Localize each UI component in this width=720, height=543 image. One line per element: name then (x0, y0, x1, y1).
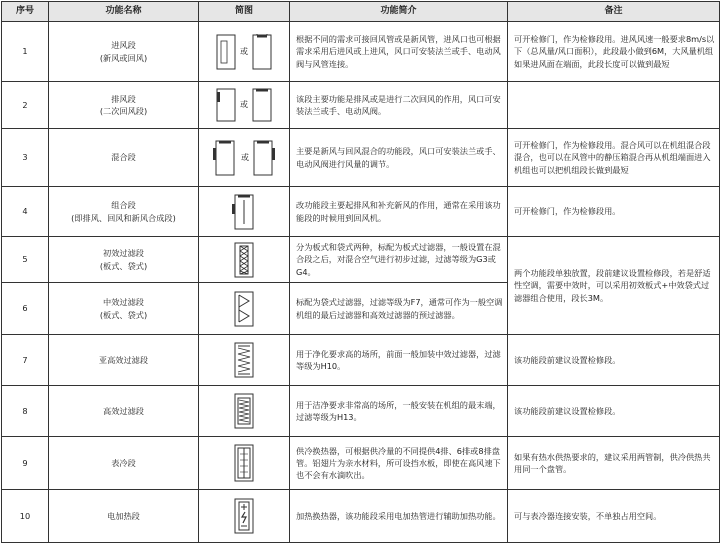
or-label: 或 (241, 152, 249, 162)
diagram-cell (199, 283, 290, 335)
hepa-filter-icon (234, 393, 254, 429)
row-number: 5 (2, 237, 49, 283)
section-note: 可开检修门，作为检修段用。混合风可以在机组混合段混合，也可以在风管中的静压箱混合再从机组端面进入机组也可以把机组段长做到最短 (508, 129, 720, 187)
section-name-cell (49, 490, 199, 543)
row-number: 2 (2, 82, 49, 129)
diagram-cell (199, 437, 290, 490)
row-number: 3 (2, 129, 49, 187)
section-description: 该段主要功能是排风或是进行二次回风的作用，风口可安装法兰或手、电动风阀。 (290, 82, 508, 129)
exhaust-top-icon (252, 88, 272, 122)
cooling-coil-icon (234, 444, 254, 482)
medium-filter-icon (234, 291, 254, 327)
section-description: 分为板式和袋式两种，标配为板式过滤器，一般设置在混合段之后，对混合空气进行初步过滤，过滤等级为G3或G4。 (290, 237, 508, 283)
section-subname: (二次回风段) (99, 106, 148, 116)
section-note (508, 82, 720, 129)
diagram-cell (199, 82, 290, 129)
table-row (2, 386, 720, 437)
section-description: 标配为袋式过滤器，过滤等级为F7，通常可作为一般空调机组的最后过滤器和高效过滤器的预过滤器。 (290, 283, 508, 335)
section-note: 可与表冷器连接安装，不单独占用空间。 (508, 490, 720, 543)
table-row (2, 335, 720, 386)
section-name: 组合段 (111, 200, 136, 211)
combination-section-icon (232, 194, 256, 230)
section-description: 供冷换热器，可根据供冷量的不同提供4排、6排或8排盘管。铝翅片为亲水材料，所可设挡水板，即使在高风速下也不会有水滴吹出。 (290, 437, 508, 490)
section-note: 两个功能段单独放置，段前建议设置检修段，若是舒适性空调，需要中效时，可以采用初效板式+中效袋式过滤器组合使用，段长3M。 (508, 237, 720, 335)
header-diagram: 简图 (199, 2, 290, 22)
section-subname: (新风或回风) (99, 52, 148, 63)
header-row (2, 2, 720, 22)
row-number: 8 (2, 386, 49, 437)
section-note: 该功能段前建议设置检修段。 (508, 335, 720, 386)
row-number: 10 (2, 490, 49, 543)
row-number: 6 (2, 283, 49, 335)
table-row (2, 22, 720, 82)
section-name-cell (49, 22, 199, 82)
section-subname: (板式、袋式) (99, 260, 148, 271)
section-note: 如果有热水供热要求的，建议采用两管制，供冷供热共用同一个盘管。 (508, 437, 720, 490)
section-name-cell (49, 129, 199, 187)
section-name: 进风段 (111, 40, 136, 51)
row-number: 1 (2, 22, 49, 82)
exhaust-rear-icon (216, 88, 236, 122)
section-description: 改功能段主要起排风和补充新风的作用，通常在采用该功能段的时候用到回风机。 (290, 187, 508, 237)
diagram-cell (199, 335, 290, 386)
section-name: 表冷段 (111, 457, 136, 468)
section-description: 用于洁净要求非常高的场所，一般安装在机组的最末端，过滤等级为H13。 (290, 386, 508, 437)
or-label: 或 (240, 46, 248, 56)
section-name-cell (49, 187, 199, 237)
section-name: 高效过滤段 (103, 405, 144, 416)
inlet-rear-icon (216, 34, 236, 70)
mixing-top-icon (253, 140, 275, 176)
section-name-cell (49, 386, 199, 437)
section-name-cell (49, 82, 199, 129)
diagram-cell (199, 386, 290, 437)
section-name-cell (49, 437, 199, 490)
sub-hepa-filter-icon (234, 342, 254, 378)
section-subname: (即排风、回风和新风合成段) (71, 212, 176, 223)
section-name: 初效过滤段 (103, 248, 144, 259)
section-name: 亚高效过滤段 (98, 354, 149, 365)
section-name: 排风段 (111, 93, 136, 104)
diagram-cell (199, 22, 290, 82)
section-note: 可开检修门，作为检修段用。进风风速一般要求8m/s以下（总风量/风口面积），此段最小做到6M，大风量机组如果进风面在端面，此段长度可以做到最短 (508, 22, 720, 82)
or-label: 或 (240, 100, 248, 109)
section-description: 用于净化要求高的场所，前面一般加装中效过滤器，过滤等级为H10。 (290, 335, 508, 386)
table-row (2, 237, 720, 283)
header-no: 序号 (2, 2, 49, 22)
diagram-cell (199, 187, 290, 237)
section-description: 根据不同的需求可接回风管或是新风管，进风口也可根据需求采用后进风或上进风，风口可安装法兰或手、电动风阀与风管连接。 (290, 22, 508, 82)
table-row (2, 82, 720, 129)
section-name-cell (49, 237, 199, 283)
diagram-cell (199, 237, 290, 283)
row-number: 9 (2, 437, 49, 490)
section-note: 可开检修门，作为检修段用。 (508, 187, 720, 237)
table-row (2, 187, 720, 237)
mixing-rear-icon (213, 140, 237, 176)
header-description: 功能简介 (290, 2, 508, 22)
section-name: 混合段 (111, 152, 136, 163)
section-name-cell (49, 283, 199, 335)
electric-heater-icon (234, 498, 254, 534)
function-section-table (1, 1, 720, 543)
section-note: 该功能段前建议设置检修段。 (508, 386, 720, 437)
section-name: 电加热段 (107, 510, 140, 521)
header-note: 备注 (508, 2, 720, 22)
row-number: 7 (2, 335, 49, 386)
section-description: 主要是新风与回风混合的功能段，风口可安装法兰或手、电动风阀进行风量的调节。 (290, 129, 508, 187)
section-name-cell (49, 335, 199, 386)
inlet-top-icon (252, 34, 272, 70)
row-number: 4 (2, 187, 49, 237)
table-row (2, 129, 720, 187)
primary-filter-icon (234, 242, 254, 278)
header-name: 功能名称 (49, 2, 199, 22)
diagram-cell (199, 129, 290, 187)
table-row (2, 490, 720, 543)
section-name: 中效过滤段 (103, 297, 144, 308)
diagram-cell (199, 490, 290, 543)
section-description: 加热换热器，该功能段采用电加热管进行辅助加热功能。 (290, 490, 508, 543)
section-subname: (板式、袋式) (99, 309, 148, 320)
table-row (2, 437, 720, 490)
